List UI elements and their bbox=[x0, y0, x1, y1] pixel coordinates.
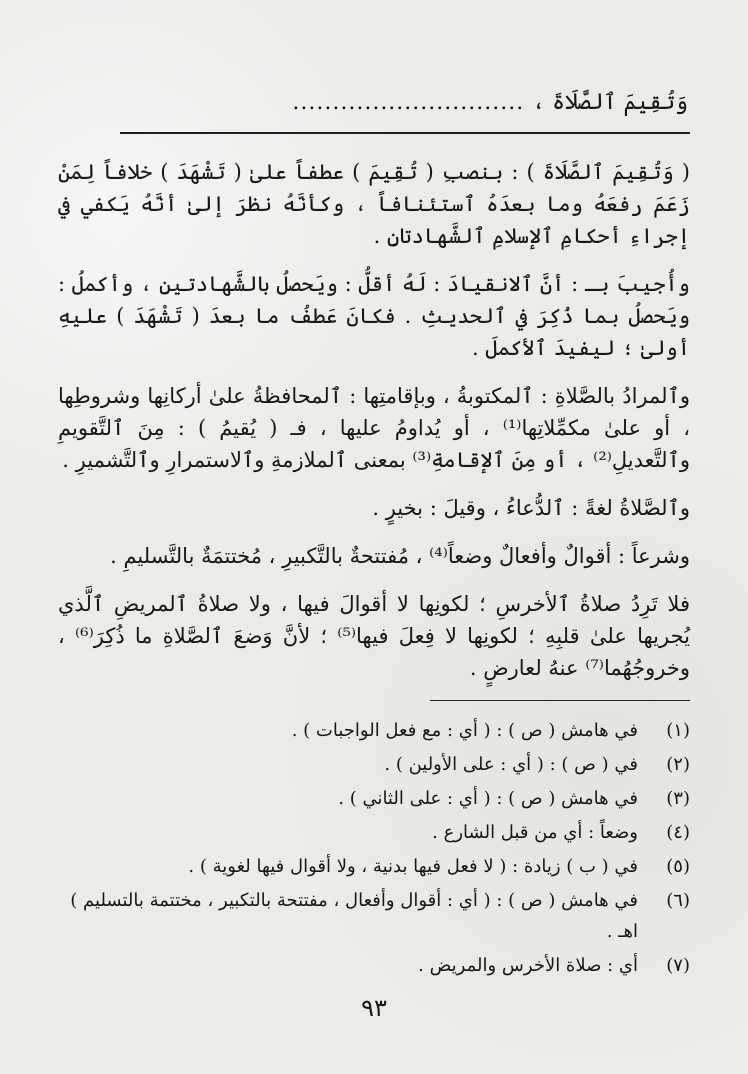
paragraph-1: ( وَتُقِيمَ ٱلصَّلَاةَ ) : بنصبِ ( تُقِيمَ ) عطفاً علىٰ ( تَشْهَدَ ) خلافاً لِمَنْ زَعَمَ رفعَهُ وما بعدَهُ ٱستئنافاً ، وكأنَّهُ نظرَ إلىٰ أنَّهُ يَكفي في إجراءِ أحكامِ ٱلإسلامِ ٱلشَّهادتانِ . bbox=[58, 160, 690, 248]
paragraph-6: فلا تَرِدُ صلاةُ ٱلأخرسِ ؛ لكونِها لا أقوالَ فيها ، ولا صلاةُ ٱلمريضِ ٱلَّذي يُجريها علىٰ قلبِهِ ؛ لكونِها لا فِعلَ فيها⁽⁵⁾ ؛ لأنَّ وَضعَ ٱلصَّلاةِ ما ذُكِرَ⁽⁶⁾ ، وخروجُهُما⁽⁷⁾ عنهُ لعارضٍ . bbox=[58, 592, 690, 680]
running-head bbox=[58, 70, 690, 114]
footnote-text: أي : صلاة الأخرس والمريض . bbox=[418, 955, 638, 976]
footnote-number: (٧) bbox=[666, 955, 690, 976]
footnote-text: وضعاً : أي من قبل الشارع . bbox=[432, 822, 638, 843]
paragraph-2: وأُجيبَ بـ : أنَّ ٱلانقيادَ : لَهُ أقلُّ : ويَحصلُ بالشَّهادتينِ ، وأكملُ : ويَحصلُ بما ذُكِرَ في ٱلحديثِ . فكانَ عَطفُ ما بعدَ ( تَشْهَدَ ) عليهِ أولىٰ ؛ ليفيدَ ٱلأكملَ . bbox=[58, 272, 690, 360]
running-head-dots: ............................. bbox=[292, 90, 525, 115]
footnote-3 bbox=[58, 783, 690, 814]
footnotes bbox=[58, 715, 690, 981]
paragraph-5: وشرعاً : أقوالٌ وأفعالٌ وضعاً⁽⁴⁾ ، مُفتتحةٌ بالتَّكبيرِ ، مُختتمَةٌ بالتَّسليمِ . bbox=[110, 544, 690, 568]
footnote-text: في هامش ( ص ) : ( أي : أقوال وأفعال ، مفتتحة بالتكبير ، مختتمة بالتسليم ) اهـ . bbox=[70, 890, 638, 942]
footnote-text: في هامش ( ص ) : ( أي : مع فعل الواجبات ) . bbox=[291, 720, 638, 741]
footnote-text: في ( ص ) : ( أي : على الأولين ) . bbox=[384, 754, 638, 775]
footnote-4 bbox=[58, 817, 690, 848]
running-title: وَتُقِيمَ ٱلصَّلَاةَ ، bbox=[532, 90, 688, 115]
footnote-number: (٤) bbox=[666, 822, 690, 843]
footnote-number: (٦) bbox=[666, 890, 690, 911]
page-number: ٩٣ bbox=[361, 994, 387, 1022]
footnote-rule bbox=[430, 700, 690, 701]
footnote-number: (١) bbox=[666, 720, 690, 741]
header-rule bbox=[120, 132, 690, 134]
footnote-5 bbox=[58, 851, 690, 882]
footnote-7 bbox=[58, 950, 690, 981]
footnote-1 bbox=[58, 715, 690, 746]
footnote-6 bbox=[58, 885, 690, 947]
main-text bbox=[58, 156, 690, 684]
paragraph-3: وٱلمرادُ بالصَّلاةِ : ٱلمكتوبةُ ، وبإقامتِها : ٱلمحافظةُ علىٰ أركانِها وشروطِها ، أو علىٰ مكمِّلاتِها⁽¹⁾ ، أو يُداومُ عليها ، فـ ( يُقيمُ ) : مِنَ ٱلتَّقويمِ وٱلتَّعديلِ⁽²⁾ ، أو مِنَ ٱلإقامةِ⁽³⁾ بمعنى ٱلملازمةِ وٱلاستمرارِ وٱلتَّشميرِ . bbox=[58, 384, 690, 472]
footnote-text: في ( ب ) زيادة : ( لا فعل فيها بدنية ، ولا أقوال فيها لغوية ) . bbox=[188, 856, 638, 877]
footnote-number: (٣) bbox=[666, 788, 690, 809]
footnote-number: (٥) bbox=[666, 856, 690, 877]
footnote-2 bbox=[58, 749, 690, 780]
footnote-number: (٢) bbox=[666, 754, 690, 775]
paragraph-4: وٱلصَّلاةُ لغةً : ٱلدُّعاءُ ، وقيلَ : بخيرٍ . bbox=[372, 496, 690, 520]
footnote-text: في هامش ( ص ) : ( أي : على الثاني ) . bbox=[338, 788, 638, 809]
